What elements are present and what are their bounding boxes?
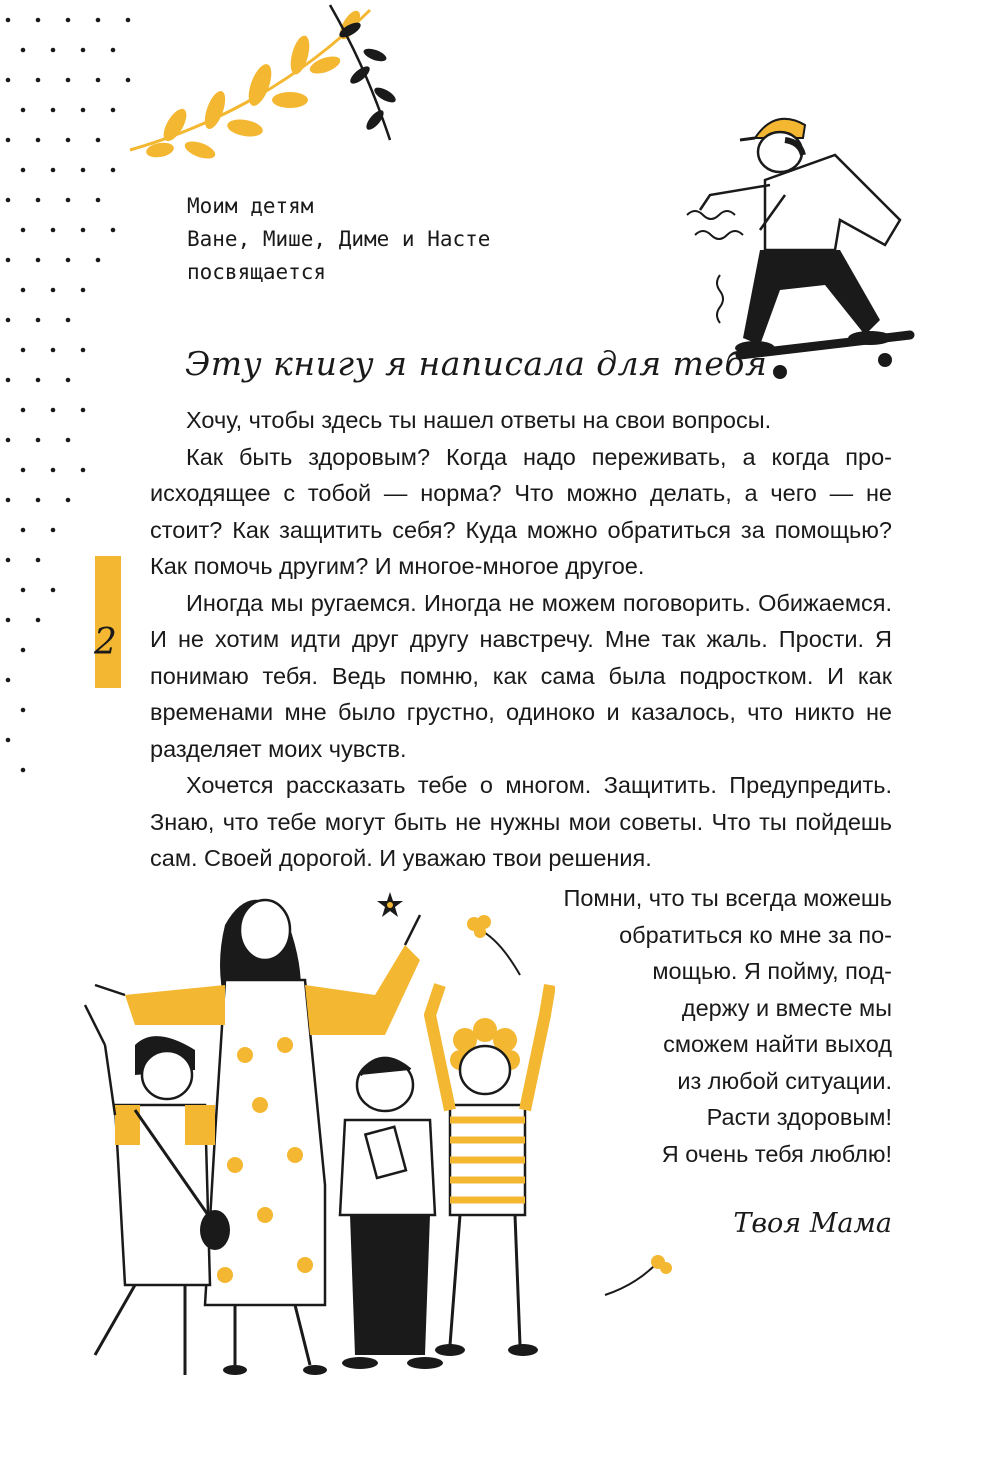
dot: [36, 378, 41, 383]
dot: [36, 618, 41, 623]
dot: [111, 228, 116, 233]
dot: [96, 198, 101, 203]
flower-icon: [600, 1250, 680, 1300]
dot: [66, 498, 71, 503]
dot: [51, 408, 56, 413]
body-text: [150, 402, 892, 877]
dot: [96, 78, 101, 83]
dot: [21, 168, 26, 173]
dot: [36, 198, 41, 203]
dot: [81, 228, 86, 233]
dot: [96, 138, 101, 143]
dot: [6, 678, 11, 683]
dot: [6, 138, 11, 143]
dot: [6, 498, 11, 503]
dot: [36, 18, 41, 23]
dot: [21, 588, 26, 593]
signature: Твоя Мама: [733, 1208, 892, 1239]
closing-line: обратиться ко мне за по-: [619, 921, 892, 948]
dot: [21, 48, 26, 53]
dot: [36, 318, 41, 323]
dot: [21, 108, 26, 113]
dot: [81, 108, 86, 113]
dot: [51, 48, 56, 53]
paragraph: Хочу, чтобы здесь ты нашел ответы на свои вопросы.: [186, 407, 772, 433]
dot: [66, 378, 71, 383]
dot: [66, 198, 71, 203]
paragraph: Хочется рассказать тебе о многом. Защитить. Предупредить. Знаю, что тебе могут быть не нужны мои советы. Что ты пойдешь сам. Своей дорогой. И уважаю твои решения.: [150, 772, 892, 871]
dot: [81, 48, 86, 53]
dot: [81, 468, 86, 473]
dot: [81, 348, 86, 353]
page-title: Эту книгу я написала для тебя: [185, 344, 768, 383]
dedication-line: посвящается: [187, 260, 327, 284]
dot: [66, 18, 71, 23]
dot: [81, 168, 86, 173]
dot: [96, 18, 101, 23]
closing-line: сможем найти выход: [663, 1031, 892, 1057]
dot: [21, 768, 26, 773]
dot: [6, 438, 11, 443]
dot: [51, 528, 56, 533]
dot-pattern: [0, 0, 140, 900]
dot: [21, 228, 26, 233]
leaf-branch-icon: [120, 0, 420, 190]
dot: [36, 78, 41, 83]
dot: [51, 348, 56, 353]
dot: [111, 168, 116, 173]
dot: [36, 558, 41, 563]
closing-line: Я очень тебя люблю!: [661, 1140, 892, 1167]
dot: [66, 258, 71, 263]
mother-and-children-icon: [75, 885, 555, 1395]
dot: [51, 288, 56, 293]
closing-line: держу и вместе мы: [681, 994, 892, 1021]
dot: [51, 588, 56, 593]
dot: [111, 108, 116, 113]
dot: [96, 258, 101, 263]
paragraph: Как быть здоровым? Когда надо переживать, а когда происходящее с тобой — норма? Что можно делать, а чего — не стоит? Как защитить себя? Куда можно обратиться за помощью? Как помочь другим? И многое-многое другое.: [150, 443, 892, 579]
dot: [21, 408, 26, 413]
dot: [6, 78, 11, 83]
dot: [21, 528, 26, 533]
dot: [21, 288, 26, 293]
dot: [21, 648, 26, 653]
dot: [111, 48, 116, 53]
dot: [6, 18, 11, 23]
dot: [36, 438, 41, 443]
paragraph: Иногда мы ругаемся. Иногда не можем поговорить. Обижаемся. И не хотим идти друг другу навстречу. Мне так жаль. Прости. Я понимаю тебя. Ведь помню, как сама была подростком. И как временами мне было грустно, одиноко и казалось, что никто не разделяет моих чувств.: [150, 589, 892, 762]
dot: [36, 258, 41, 263]
closing-line: Расти здоровым!: [706, 1104, 892, 1130]
closing-line: Помни, что ты всегда можешь: [563, 885, 892, 911]
dot: [6, 558, 11, 563]
dot: [51, 468, 56, 473]
dot: [36, 138, 41, 143]
closing-line: мощью. Я пойму, под-: [652, 958, 892, 984]
dedication-line: Моим детям: [187, 194, 314, 218]
dot: [21, 348, 26, 353]
dot: [6, 318, 11, 323]
dot: [66, 318, 71, 323]
dot: [6, 258, 11, 263]
dot: [21, 708, 26, 713]
dedication: [187, 190, 490, 289]
dot: [51, 228, 56, 233]
dot: [51, 168, 56, 173]
closing-line: из любой ситуации.: [677, 1067, 892, 1094]
dot: [36, 498, 41, 503]
dedication-line: Ване, Мише, Диме и Насте: [187, 227, 491, 251]
dot: [66, 78, 71, 83]
dot: [6, 618, 11, 623]
dot: [6, 738, 11, 743]
dot: [21, 468, 26, 473]
dot: [6, 198, 11, 203]
dot: [81, 408, 86, 413]
dot: [66, 138, 71, 143]
dot: [51, 108, 56, 113]
dot: [81, 288, 86, 293]
page-number: 2: [94, 622, 117, 663]
dot: [66, 438, 71, 443]
dot: [6, 378, 11, 383]
